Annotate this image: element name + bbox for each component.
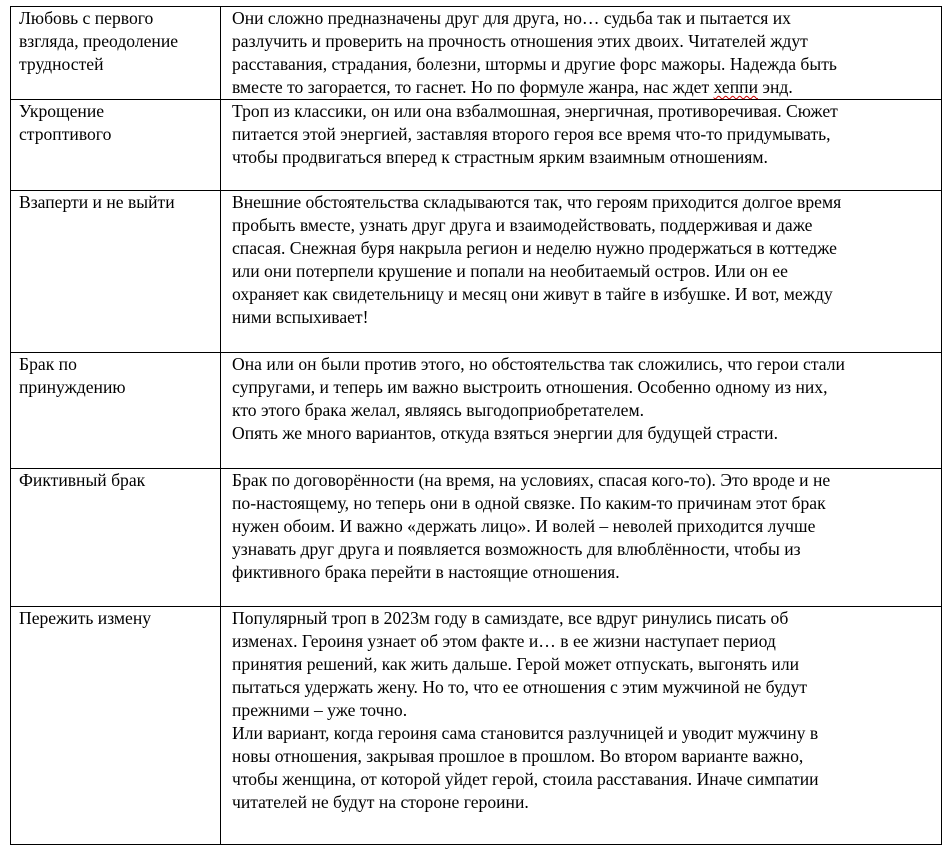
description-line: чтобы женщина, от которой уйдет герой, стоила расставания. Иначе симпатии — [232, 769, 819, 789]
table-row — [11, 7, 942, 100]
trope-name-line: Взаперти и не выйти — [19, 192, 175, 212]
description-line: Или вариант, когда героиня сама становится разлучницей и уводит мужчину в — [232, 723, 819, 743]
description-line: читателей не будут на стороне героини. — [232, 792, 529, 812]
trope-name-line: взгляда, преодоление — [19, 31, 179, 51]
description-line: кто этого брака желал, являясь выгодоприобретателем. — [232, 400, 645, 420]
spellcheck-underlined-word: хеппи — [713, 77, 758, 97]
description-line: расставания, страдания, болезни, штормы и другие форс мажоры. Надежда быть — [232, 54, 837, 74]
description-text: вместе то загорается, то гаснет. Но по формуле жанра, нас ждет — [232, 77, 714, 97]
trope-name-cell — [11, 100, 221, 191]
description-line: чтобы продвигаться вперед к страстным ярким взаимным отношениям. — [232, 147, 768, 167]
description-line — [232, 76, 937, 99]
trope-name-line: Фиктивный брак — [19, 470, 146, 490]
trope-description-cell — [221, 7, 942, 100]
description-line: прежними – уже точно. — [232, 700, 408, 720]
description-line: Они сложно предназначены друг для друга, но… судьба так и пытается их — [232, 8, 791, 28]
trope-name-line: Брак по — [19, 354, 77, 374]
trope-name-cell — [11, 607, 221, 845]
trope-name-cell — [11, 7, 221, 100]
trope-name-line: Любовь с первого — [19, 8, 154, 28]
trope-description-cell — [221, 607, 942, 845]
trope-description-cell — [221, 100, 942, 191]
trope-name-cell — [11, 191, 221, 353]
description-line: супругами, и теперь им важно выстроить отношения. Особенно одному из них, — [232, 377, 828, 397]
description-line: пытаться удержать жену. Но то, что ее отношения с этим мужчиной не будут — [232, 677, 808, 697]
description-line: разлучить и проверить на прочность отношения этих двоих. Читателей ждут — [232, 31, 808, 51]
description-line: Брак по договорённости (на время, на условиях, спасая кого-то). Это вроде и не — [232, 470, 831, 490]
description-line: Она или он были против этого, но обстоятельства так сложились, что герои стали — [232, 354, 845, 374]
trope-name-line: Укрощение — [19, 101, 105, 121]
description-line: Опять же много вариантов, откуда взяться энергии для будущей страсти. — [232, 423, 778, 443]
trope-description-cell — [221, 353, 942, 469]
trope-name-line: Пережить измену — [19, 608, 152, 628]
tropes-table — [10, 6, 942, 845]
table-row — [11, 353, 942, 469]
description-line: Популярный троп в 2023м году в самиздате, все вдруг ринулись писать об — [232, 608, 789, 628]
description-line: Троп из классики, он или она взбалмошная, энергичная, противоречивая. Сюжет — [232, 101, 838, 121]
description-line: принятия решений, как жить дальше. Герой может отпускать, выгонять или — [232, 654, 800, 674]
trope-name-cell — [11, 469, 221, 607]
description-line: изменах. Героиня узнает об этом факте и… в ее жизни наступает период — [232, 631, 776, 651]
table-row — [11, 469, 942, 607]
table-row — [11, 607, 942, 845]
description-line: охраняет как свидетельницу и месяц они живут в тайге в избушке. И вот, между — [232, 284, 833, 304]
trope-name-line: принуждению — [19, 377, 126, 397]
trope-name-cell — [11, 353, 221, 469]
trope-description-cell — [221, 191, 942, 353]
table-row — [11, 100, 942, 191]
trope-name-line: трудностей — [19, 54, 104, 74]
description-line: по-настоящему, но теперь они в одной связке. По каким-то причинам этот брак — [232, 493, 826, 513]
description-line: питается этой энергией, заставляя второго героя все время что-то придумывать, — [232, 124, 831, 144]
description-line: или они потерпели крушение и попали на необитаемый остров. Или он ее — [232, 261, 788, 281]
description-line: пробыть вместе, узнать друг друга и взаимодействовать, поддерживая и даже — [232, 215, 813, 235]
table-row — [11, 191, 942, 353]
description-line: фиктивного брака перейти в настоящие отношения. — [232, 562, 620, 582]
trope-description-cell — [221, 469, 942, 607]
description-line: узнавать друг друга и появляется возможность для влюблённости, чтобы из — [232, 539, 801, 559]
description-line: нужен обоим. И важно «держать лицо». И волей – неволей приходится лучше — [232, 516, 816, 536]
description-line: Внешние обстоятельства складываются так, что героям приходится долгое время — [232, 192, 842, 212]
description-line: ними вспыхивает! — [232, 307, 369, 327]
description-line: спасая. Снежная буря накрыла регион и неделю нужно продержаться в коттедже — [232, 238, 837, 258]
trope-name-line: строптивого — [19, 124, 112, 144]
description-text: энд. — [758, 77, 793, 97]
description-line: новы отношения, закрывая прошлое в прошлом. Во втором варианте важно, — [232, 746, 804, 766]
